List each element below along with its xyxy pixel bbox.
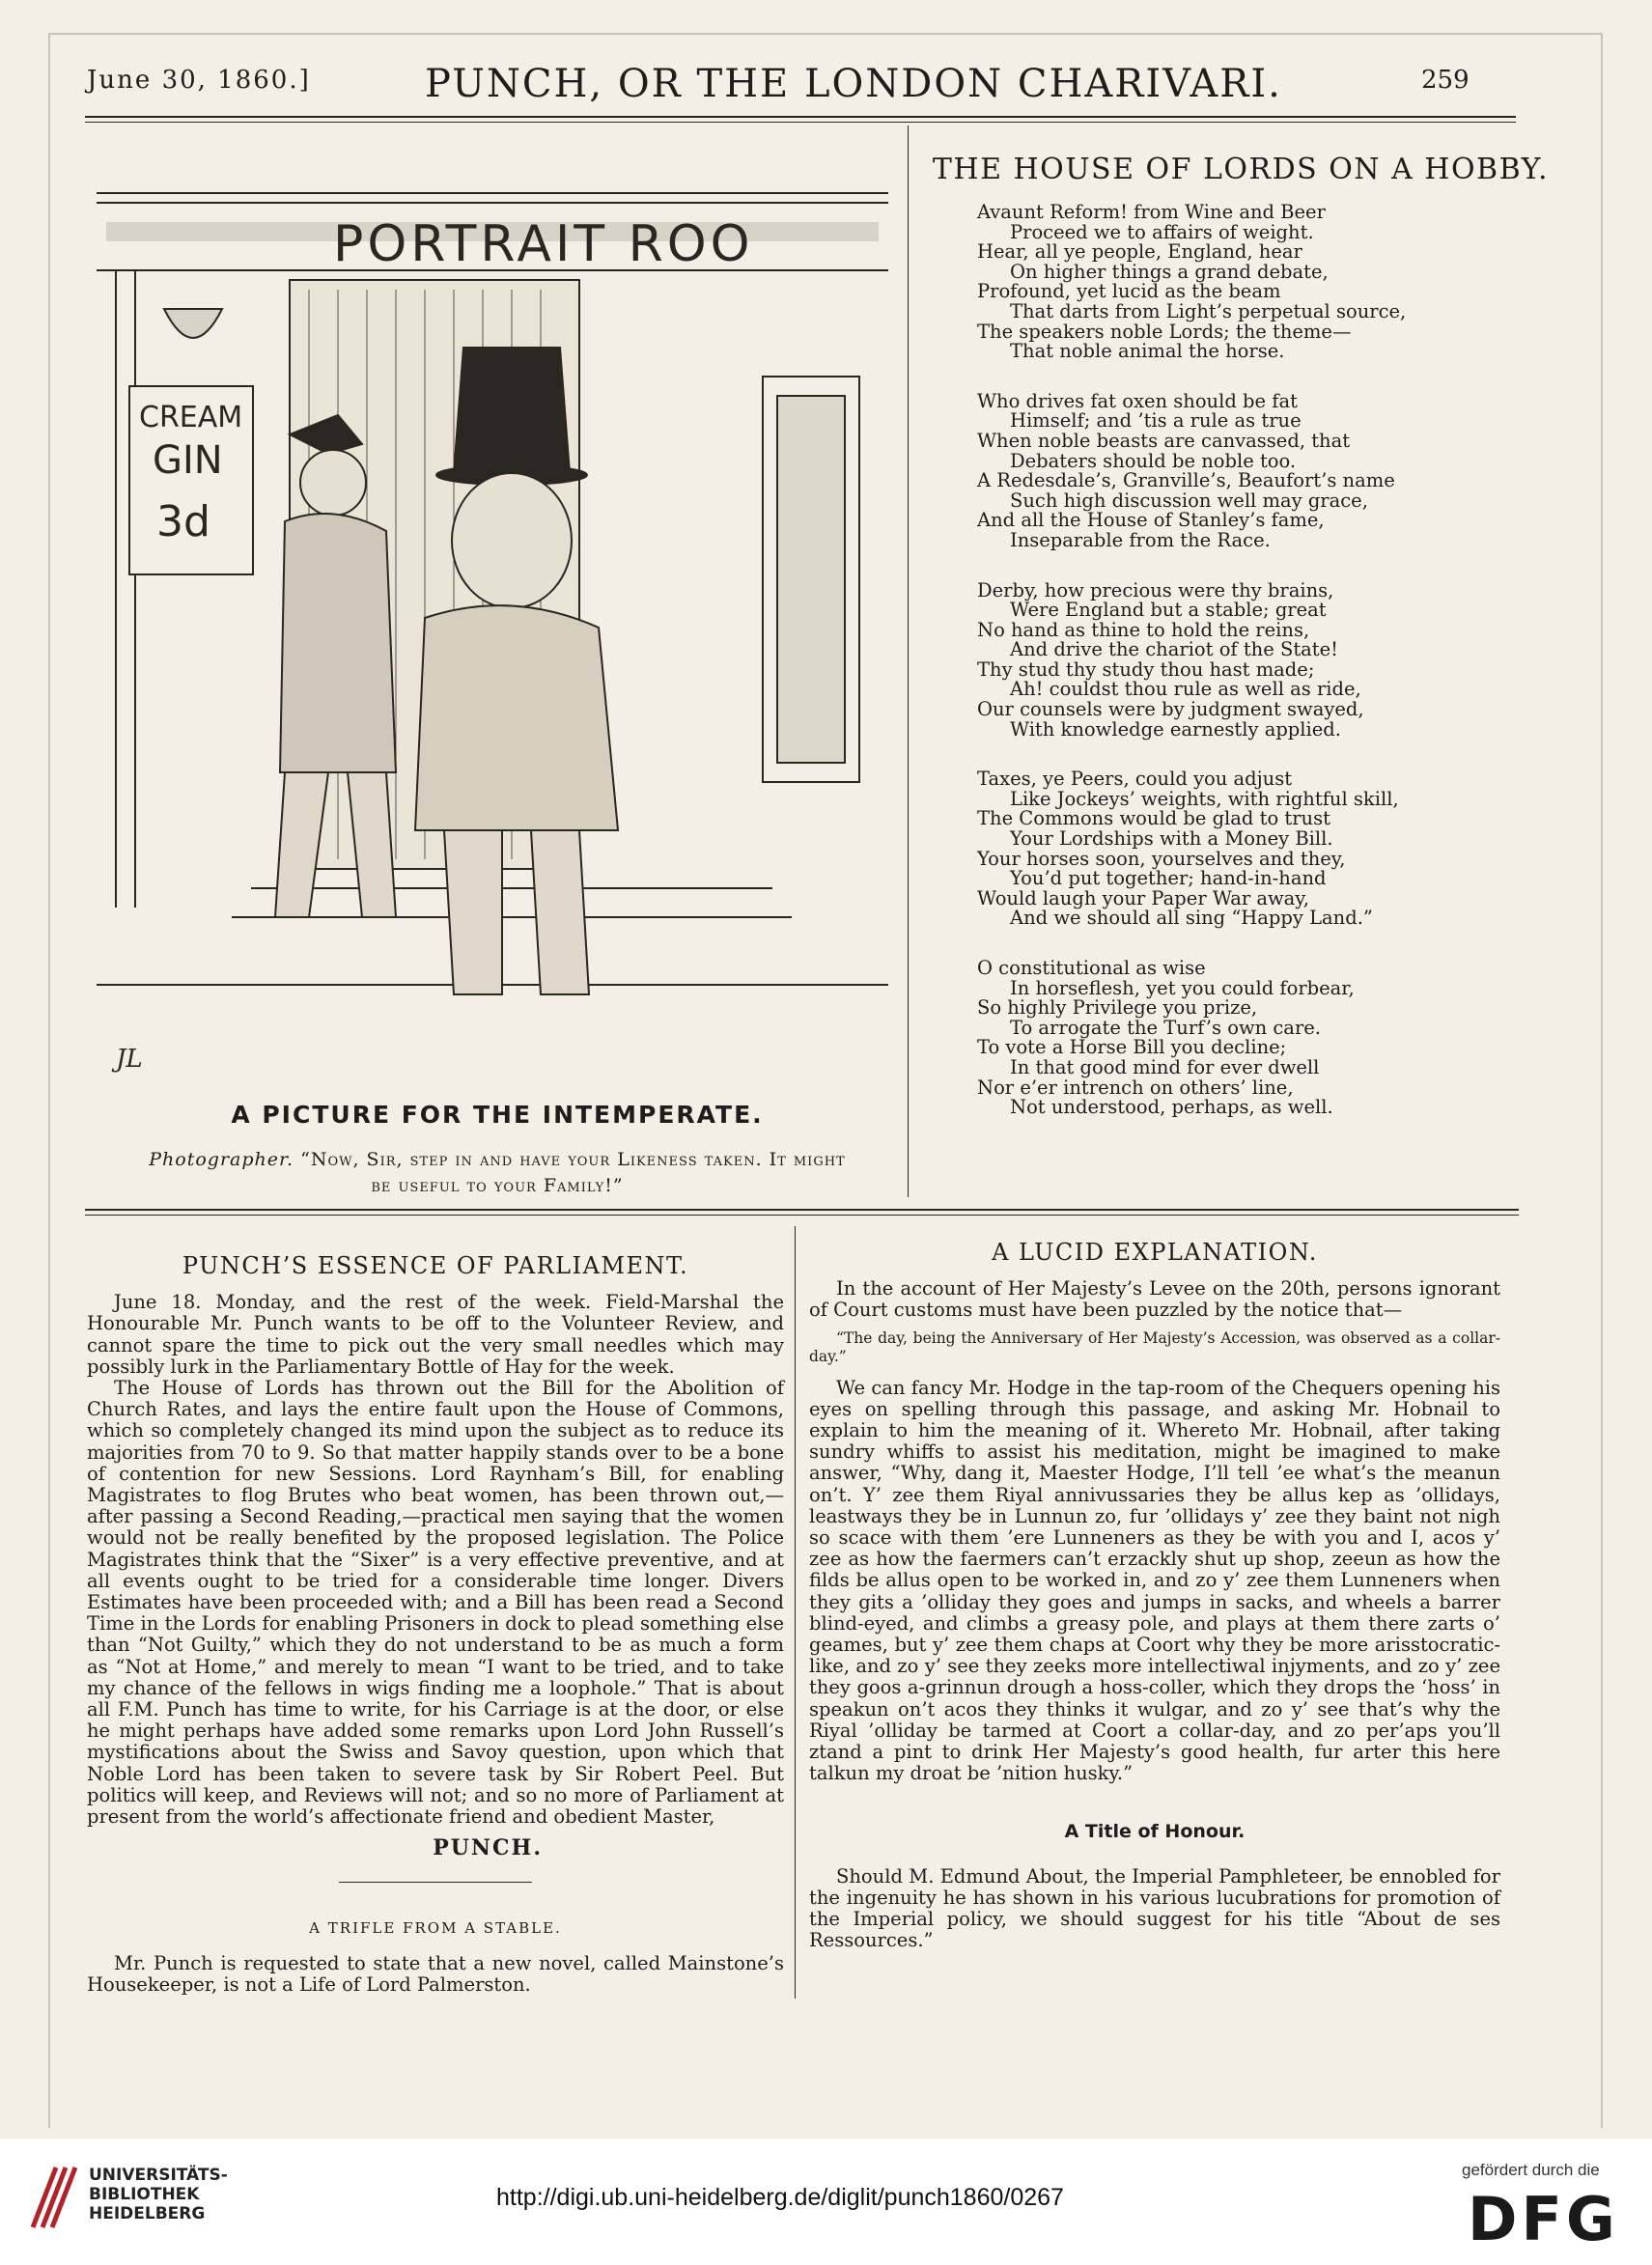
- column-divider-bottom: [795, 1226, 796, 1999]
- section-rule-thin: [85, 1215, 1519, 1216]
- section-rule: [85, 1209, 1519, 1211]
- poem-line: And we should all sing “Happy Land.”: [1010, 907, 1373, 930]
- poem-line: Nor e’er intrench on others’ line,: [977, 1076, 1294, 1099]
- caption-line-1: “Now, Sir, step in and have your Likeness taken. It might: [300, 1149, 846, 1170]
- page-number: 259: [1421, 66, 1470, 95]
- price-sign: 3d: [156, 497, 210, 546]
- trifle-text: Mr. Punch is requested to state that a new novel, called Mainstone’s Housekeeper, is not a Life of Lord Palmerston.: [87, 1951, 784, 1996]
- essence-title: PUNCH’S ESSENCE OF PARLIAMENT.: [182, 1252, 689, 1279]
- lucid-paragraph-2: We can fancy Mr. Hodge in the tap-room of the Chequers opening his eyes on spelling through this passage, and asking Mr. Hobnail to explain to him the meaning of it. Whereto Mr. Hobnail, after taking sundry whiffs to assist his meditation, might be imagined to make answer, “Why, dang it, Maester Hodge, I’ll tell ’ee what’s the meanun on’t. Y’ zee them Riyal annivussaries they be allus kep as ’ollidays, leastways they be in Lunnun zo, fur ’ollidays y’ zee they baint not nigh so scace with them ’ere Lunneners as they be with you and I, acos y’ zee as how the faermers can’t erzackly shut up shop, zeeun as how the filds be allus open to be worked in, and zo y’ zee them Lunneners when they gits a ’olliday they goes and jumps in sacks, and wheels a barrer blind-eyed, and climbs a greasy pole, and plays at them there zarts o’ geames, but y’ zee them chaps at Coort why they be more arisstocratic-like, and zo y’ see they zeeks more intellectiwal injyments, and zo y’ zee they goos a-grinnun drough a hoss-coller, which they drops the ‘hoss’ in speakun on’t acos they thinks it wulgar, and zo y’ see that’s why the Riyal ’olliday be tarmed at Coort a collar-day, and zo per’aps you’ll ztand a pint to drink Her Majesty’s good health, fur arter this here talkun my droat be ’nition husky.”: [809, 1376, 1500, 1785]
- honour-title: A Title of Honour.: [1064, 1821, 1246, 1843]
- caption-speaker: Photographer.: [149, 1149, 294, 1170]
- poem-line: And drive the chariot of the State!: [1010, 638, 1339, 661]
- poem-line: Proceed we to affairs of weight.: [1010, 220, 1314, 243]
- poem-line: O constitutional as wise: [977, 957, 1206, 979]
- poem-line: That noble animal the horse.: [1010, 340, 1285, 363]
- artist-initials: JL: [116, 1045, 143, 1074]
- poem-line: Thy stud thy study thou hast made;: [977, 657, 1315, 681]
- library-name-line-2: BIBLIOTHEK: [89, 2185, 200, 2204]
- library-name-line-3: HEIDELBERG: [89, 2204, 206, 2223]
- lucid-quote: “The day, being the Anniversary of Her Majesty’s Accession, was observed as a collar-day.”: [809, 1328, 1500, 1365]
- poem-line: Ah! couldst thou rule as well as ride,: [1010, 678, 1361, 701]
- poem-stanza: [977, 959, 1518, 1118]
- poem-line: With knowledge earnestly applied.: [1010, 717, 1341, 741]
- poem-line: Avaunt Reform! from Wine and Beer: [977, 201, 1326, 223]
- poem-body: [977, 203, 1518, 1148]
- poem-line: Not understood, perhaps, as well.: [1010, 1096, 1333, 1119]
- poem-stanza: [977, 203, 1518, 362]
- poem-stanza: [977, 389, 1518, 551]
- header-rule: [85, 116, 1516, 118]
- page-frame-right: [1601, 33, 1603, 2128]
- poem-line: The Commons would be glad to trust: [977, 807, 1330, 830]
- poem-line: To vote a Horse Bill you decline;: [977, 1036, 1287, 1059]
- poem-line: Would laugh your Paper War away,: [977, 886, 1309, 909]
- essence-column: [87, 1252, 784, 1996]
- poem-line: A Redesdale’s, Granville’s, Beaufort’s name: [977, 469, 1395, 492]
- poem-line: Your horses soon, yourselves and they,: [977, 847, 1346, 870]
- column-divider-top: [908, 126, 909, 1197]
- poem-line: And all the House of Stanley’s fame,: [977, 509, 1325, 532]
- gin-sign: GIN: [153, 438, 223, 483]
- cartoon-illustration: [97, 154, 888, 1081]
- punch-signature: PUNCH.: [433, 1835, 543, 1861]
- funded-by-text: gefördert durch die: [1462, 2161, 1600, 2179]
- dfg-logo: DFG: [1468, 2184, 1619, 2254]
- poem-line: Your Lordships with a Money Bill.: [1010, 827, 1333, 851]
- library-logo-icon: [27, 2164, 81, 2231]
- masthead-title: PUNCH, OR THE LONDON CHARIVARI.: [425, 62, 1282, 106]
- essence-paragraph-2: The House of Lords has thrown out the Bill for the Abolition of Church Rates, and lays the entire fault upon the House of Commons, which so completely changed its mind upon the subject as to reduce its majorities from 70 to 9. So that matter happily stands over to be a bone of contention for new Sessions. Lord Raynham’s Bill, for enabling Magistrates to flog Brutes who beat women, has been thrown out,—after passing a Second Reading,—practical men saying that the women would not be really benefited by the proposed legislation. The Police Magistrates think that the “Sixer” is a very effective preventive, and at all events ought to be tried for a considerable time longer. Divers Estimates have been proceeded with; and a Bill has been read a Second Time in the Lords for enabling Prisoners in dock to plead something else than “Not Guilty,” which they do not understand to be as much a form as “Not at Home,” and merely to mean “I want to be tried, and to take my chance of the fellows in wigs finding me a loophole.” That is about all F.M. Punch has time to write, for his Carriage is at the door, or else he might perhaps have added some remarks upon Lord John Russell’s mystifications about the Swiss and Savoy question, upon which that Noble Lord has been taken to severe task by Sir Robert Peel. But politics will keep, and Reviews will not; and so no more of Parliament at present from the world’s affectionate friend and obedient Master,: [87, 1377, 784, 1829]
- issue-date: June 30, 1860.]: [87, 66, 311, 95]
- page-frame-left: [48, 33, 50, 2128]
- portrait-sign: PORTRAIT ROO: [333, 215, 754, 273]
- poem-line: In horseflesh, yet you could forbear,: [1010, 976, 1355, 999]
- poem-line: No hand as thine to hold the reins,: [977, 618, 1310, 641]
- trifle-title: A TRIFLE FROM A STABLE.: [309, 1919, 562, 1938]
- poem-line: Himself; and ’tis a rule as true: [1010, 409, 1302, 433]
- poem-stanza: [977, 769, 1518, 929]
- poem-line: On higher things a grand debate,: [1010, 260, 1329, 283]
- poem-line: Our counsels were by judgment swayed,: [977, 698, 1364, 721]
- poem-line: You’d put together; hand-in-hand: [1010, 867, 1327, 890]
- library-name: [89, 2166, 228, 2223]
- honour-text: Should M. Edmund About, the Imperial Pamphleteer, be ennobled for the ingenuity he has shown in his various lucubrations for promotion of the Imperial policy, we should suggest for his title “About de ses Ressources.”: [809, 1864, 1500, 1952]
- poem-line: To arrogate the Turf’s own care.: [1010, 1016, 1321, 1039]
- lucid-column: [809, 1239, 1500, 1952]
- cream-sign: CREAM: [139, 401, 243, 434]
- library-name-line-1: UNIVERSITÄTS-: [89, 2166, 228, 2185]
- poem-line: Were England but a stable; great: [1010, 599, 1327, 622]
- essence-paragraph-1: June 18. Monday, and the rest of the week. Field-Marshal the Honourable Mr. Punch wants to be off to the Volunteer Review, and cannot spare the time to pick out the very small needles which may possibly lurk in the Parliamentary Bottle of Hay for the week.: [87, 1291, 784, 1378]
- poem-line: So highly Privilege you prize,: [977, 996, 1258, 1020]
- poem-line: Taxes, ye Peers, could you adjust: [977, 768, 1293, 791]
- poem-line: In that good mind for ever dwell: [1010, 1055, 1320, 1078]
- poem-line: Derby, how precious were thy brains,: [977, 578, 1334, 601]
- poem-line: Debaters should be noble too.: [1010, 449, 1297, 472]
- page-frame-top: [48, 33, 1603, 35]
- poem-line: Profound, yet lucid as the beam: [977, 280, 1281, 303]
- poem-line: Inseparable from the Race.: [1010, 528, 1271, 551]
- poem-stanza: [977, 578, 1518, 741]
- poem-line: That darts from Light’s perpetual source,: [1010, 299, 1407, 322]
- poem-line: The speakers noble Lords; the theme—: [977, 320, 1352, 343]
- poem-title: THE HOUSE OF LORDS ON A HOBBY.: [932, 153, 1550, 186]
- cartoon-title: A PICTURE FOR THE INTEMPERATE.: [231, 1101, 764, 1129]
- source-url-link[interactable]: http://digi.ub.uni-heidelberg.de/diglit/punch1860/0267: [496, 2184, 1064, 2211]
- poem-line: Who drives fat oxen should be fat: [977, 389, 1298, 412]
- lucid-title: A LUCID EXPLANATION.: [992, 1239, 1318, 1266]
- header-rule-thin: [85, 122, 1516, 123]
- essence-end-rule: [339, 1882, 532, 1883]
- poem-line: Such high discussion well may grace,: [1010, 489, 1368, 512]
- poem-line: Hear, all ye people, England, hear: [977, 240, 1302, 264]
- lucid-paragraph-1: In the account of Her Majesty’s Levee on the 20th, persons ignorant of Court customs must have been puzzled by the notice that—: [809, 1277, 1500, 1322]
- cartoon-caption: [92, 1147, 903, 1199]
- poem-line: When noble beasts are canvassed, that: [977, 429, 1351, 452]
- caption-line-2: be useful to your Family!”: [371, 1175, 624, 1196]
- poem-line: Like Jockeys’ weights, with rightful skill,: [1010, 787, 1399, 810]
